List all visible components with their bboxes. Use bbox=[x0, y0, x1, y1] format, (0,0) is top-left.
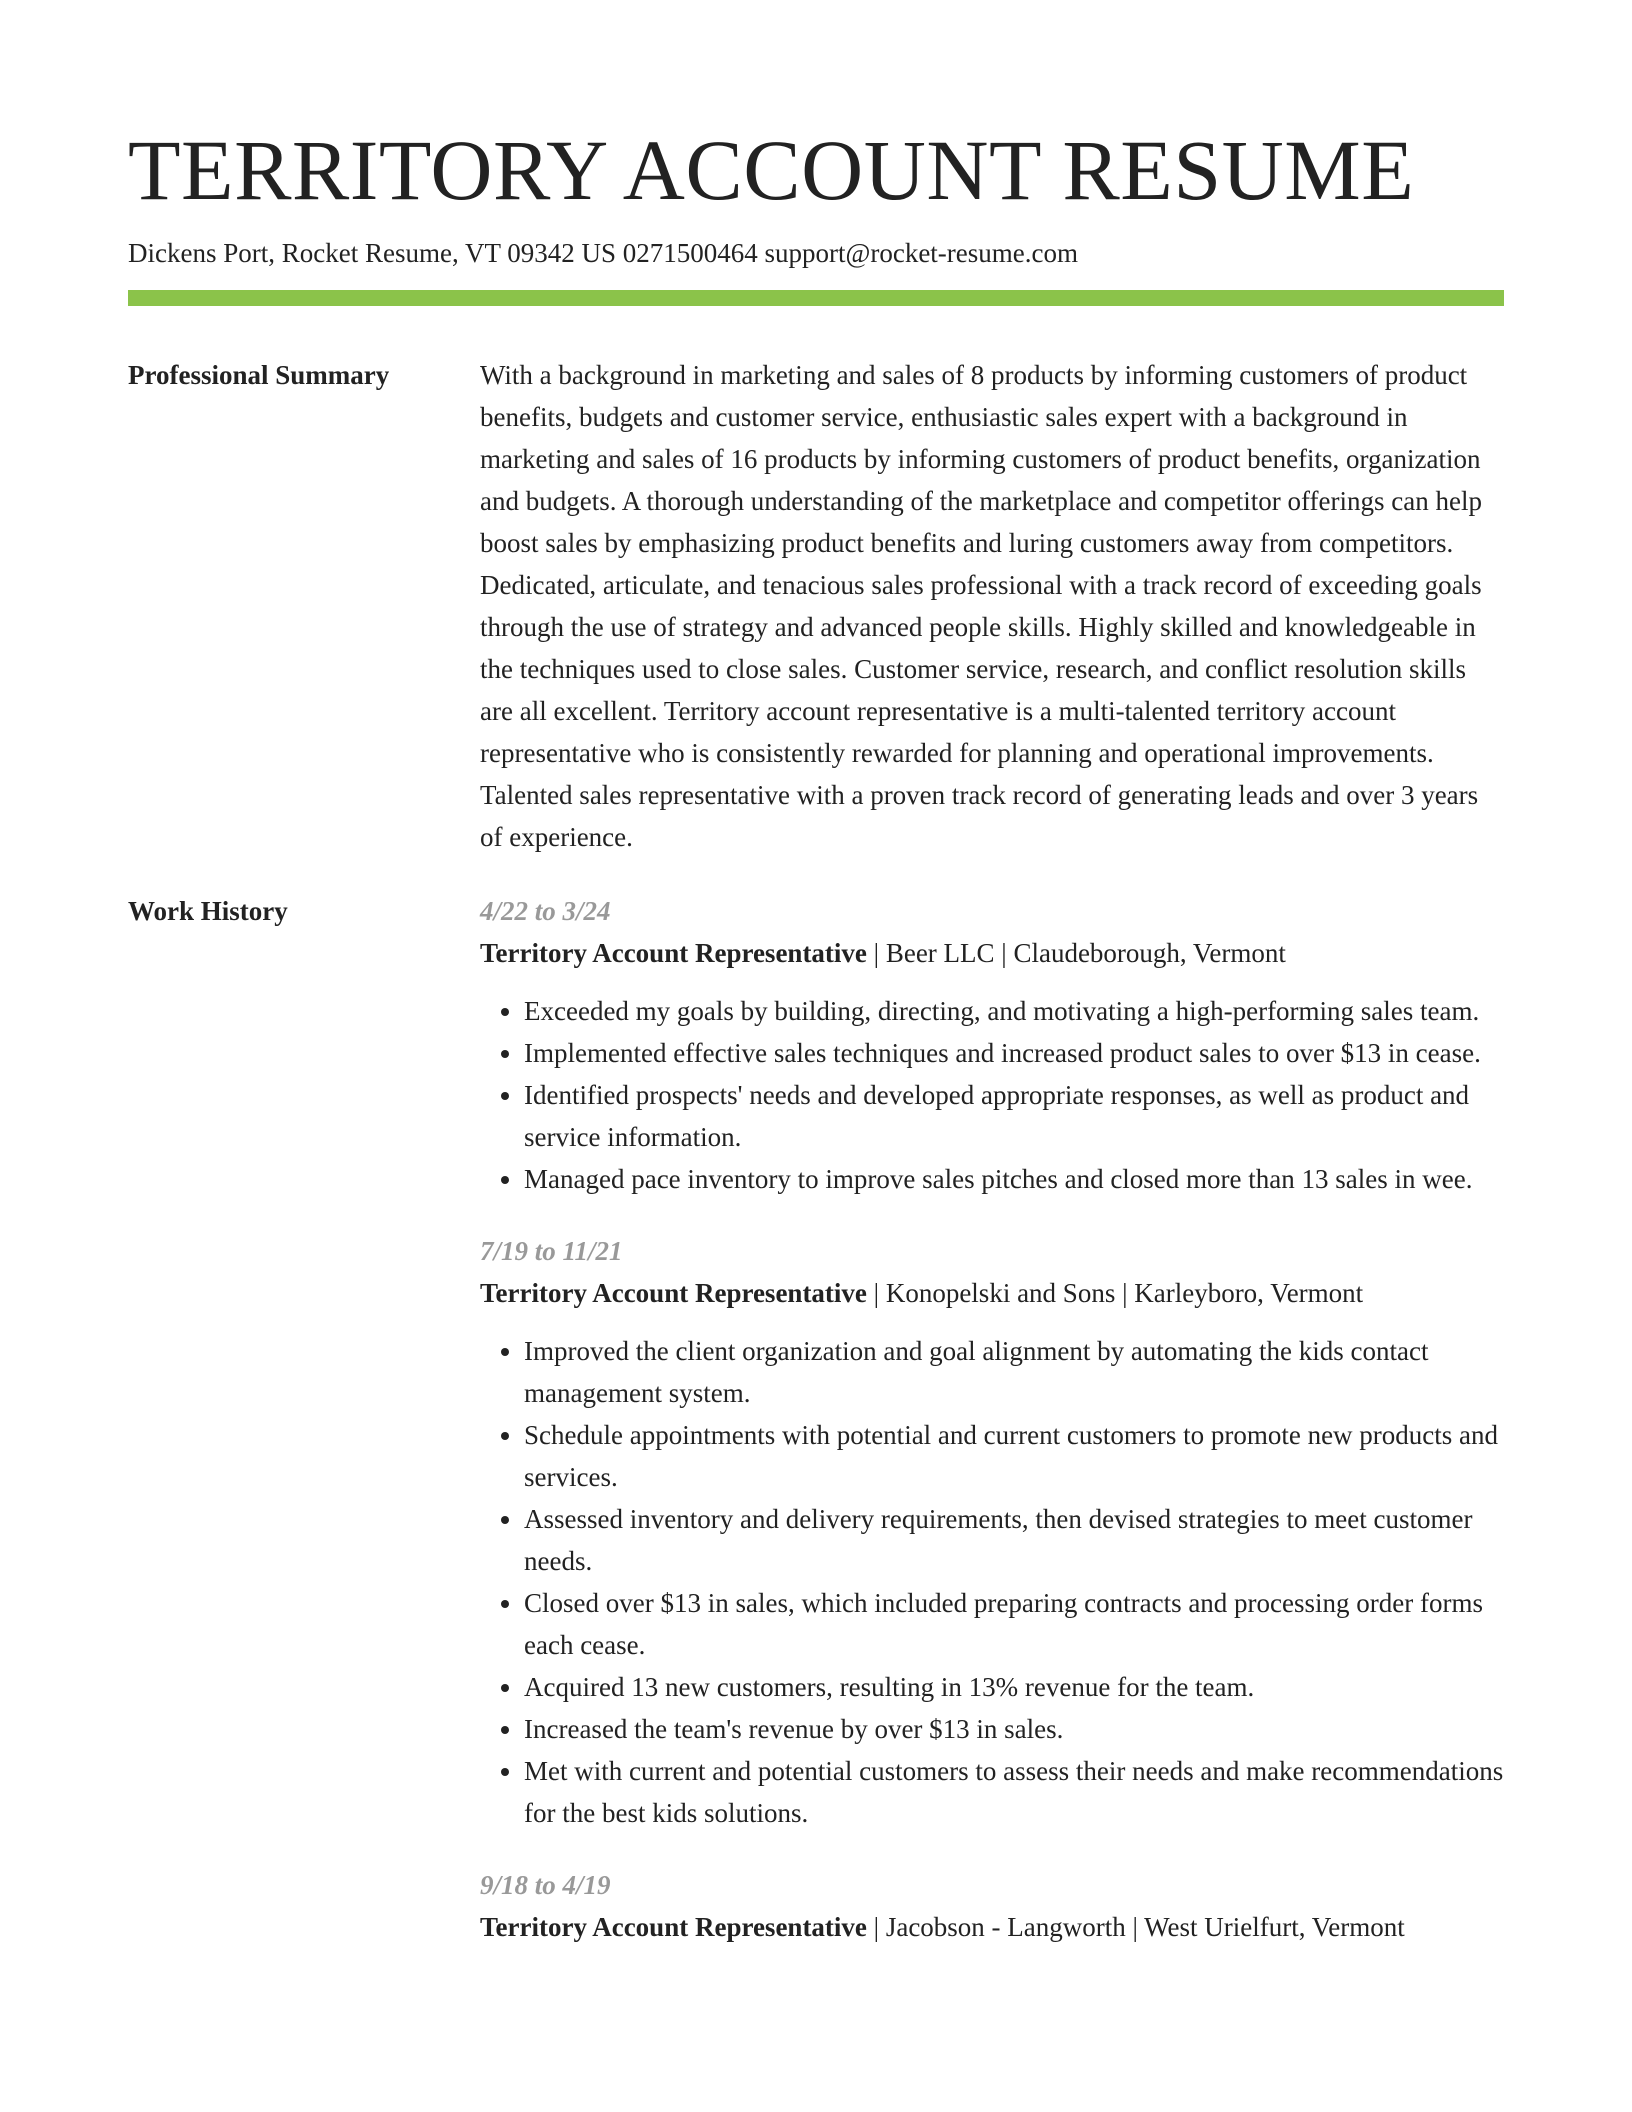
job-heading bbox=[480, 1272, 1504, 1314]
job-bullet: • Schedule appointments with potential and current customers to promote new products and services. bbox=[524, 1414, 1504, 1498]
summary-body bbox=[480, 354, 1504, 858]
job-bullet: • Implemented effective sales techniques and increased product sales to over $13 in cease. bbox=[524, 1032, 1504, 1074]
job-bullet: • Identified prospects' needs and developed appropriate responses, as well as product and service information. bbox=[524, 1074, 1504, 1158]
job-details: | Konopelski and Sons | Karleyboro, Vermont bbox=[866, 1278, 1364, 1308]
job-dates: 7/19 to 11/21 bbox=[480, 1236, 623, 1266]
work-body bbox=[480, 890, 1504, 1978]
work-history-section bbox=[128, 890, 1504, 1978]
professional-summary-section bbox=[128, 354, 1504, 858]
section-label-work: Work History bbox=[128, 896, 288, 926]
job-bullet: • Improved the client organization and goal alignment by automating the kids contact management system. bbox=[524, 1330, 1504, 1414]
job-bullets bbox=[480, 1330, 1504, 1834]
job-entry bbox=[480, 1864, 1504, 1948]
job-heading bbox=[480, 932, 1504, 974]
job-dates: 9/18 to 4/19 bbox=[480, 1870, 611, 1900]
job-title: Territory Account Representative bbox=[480, 938, 867, 968]
job-bullets bbox=[480, 990, 1504, 1200]
job-title: Territory Account Representative bbox=[480, 1278, 867, 1308]
summary-text: With a background in marketing and sales of 8 products by informing customers of product benefits, budgets and customer service, enthusiastic sales expert with a background in marketing and sales of 16 products by informing customers of product benefits, organization and budgets. A thorough understanding of the marketplace and competitor offerings can help boost sales by emphasizing product benefits and luring customers away from competitors. Dedicated, articulate, and tenacious sales professional with a track record of exceeding goals through the use of strategy and advanced people skills. Highly skilled and knowledgeable in the techniques used to close sales. Customer service, research, and conflict resolution skills are all excellent. Territory account representative is a multi-talented territory account representative who is consistently rewarded for planning and operational improvements. Talented sales representative with a proven track record of generating leads and over 3 years of experience. bbox=[480, 360, 1482, 852]
resume-title: TERRITORY ACCOUNT RESUME bbox=[128, 122, 1415, 218]
contact-line: Dickens Port, Rocket Resume, VT 09342 US 0271500464 support@rocket-resume.com bbox=[128, 238, 1078, 268]
header-divider bbox=[128, 290, 1504, 306]
job-bullet: • Assessed inventory and delivery requirements, then devised strategies to meet customer needs. bbox=[524, 1498, 1504, 1582]
job-details: | Beer LLC | Claudeborough, Vermont bbox=[866, 938, 1286, 968]
section-label-summary: Professional Summary bbox=[128, 360, 390, 390]
job-entry bbox=[480, 890, 1504, 1200]
job-heading bbox=[480, 1906, 1504, 1948]
job-bullet: • Exceeded my goals by building, directing, and motivating a high-performing sales team. bbox=[524, 990, 1504, 1032]
job-bullet: • Acquired 13 new customers, resulting in 13% revenue for the team. bbox=[524, 1666, 1504, 1708]
job-bullet: • Closed over $13 in sales, which included preparing contracts and processing order forms each cease. bbox=[524, 1582, 1504, 1666]
job-dates: 4/22 to 3/24 bbox=[480, 896, 611, 926]
job-bullet: • Increased the team's revenue by over $13 in sales. bbox=[524, 1708, 1504, 1750]
job-bullet: • Managed pace inventory to improve sales pitches and closed more than 13 sales in wee. bbox=[524, 1158, 1504, 1200]
job-title: Territory Account Representative bbox=[480, 1912, 867, 1942]
resume-page bbox=[128, 0, 1504, 1978]
job-entry bbox=[480, 1230, 1504, 1834]
job-bullet: • Met with current and potential customers to assess their needs and make recommendations for the best kids solutions. bbox=[524, 1750, 1504, 1834]
job-details: | Jacobson - Langworth | West Urielfurt, Vermont bbox=[866, 1912, 1405, 1942]
